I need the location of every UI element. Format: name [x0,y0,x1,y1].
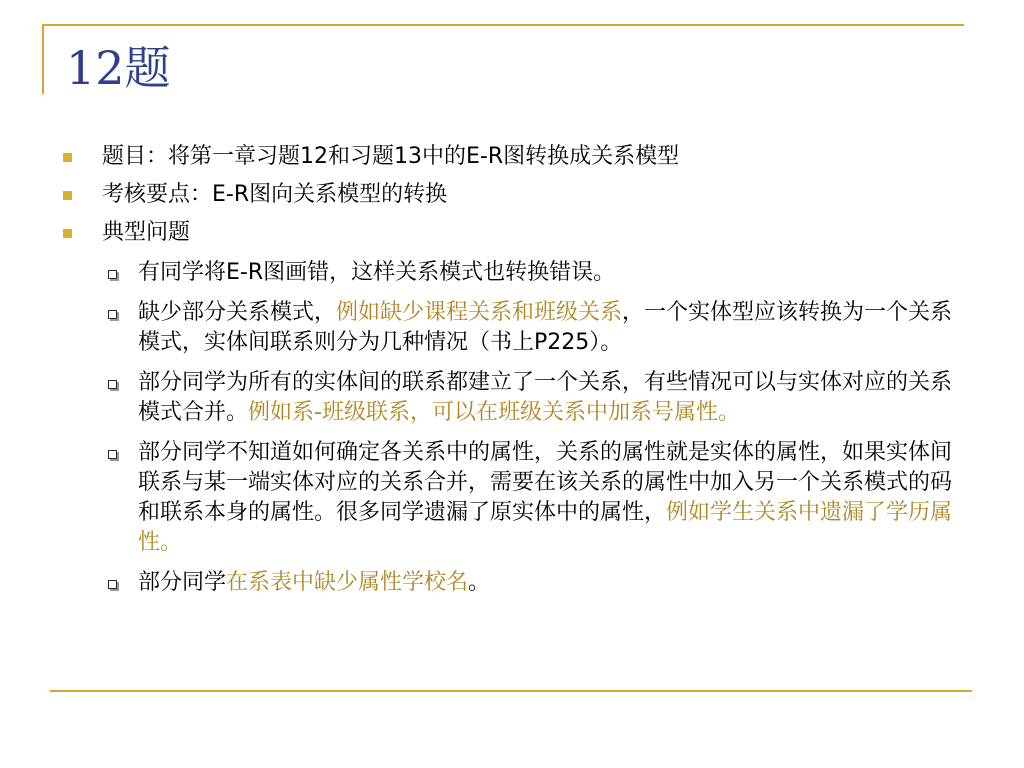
slide-body [62,138,967,608]
bullet-item [62,176,967,214]
sub-bullet-item [62,258,967,288]
sub-bullet-item [62,298,967,358]
square-bullet-icon [63,229,72,238]
bullet-item [62,214,967,252]
sub-bullet-segment: 。 [468,570,491,595]
sub-bullet-segment: 部分同学为所有的实体间的联系都建立了一个关系，有些情况可以与实体对应的关系模式合并。 [138,370,953,425]
hollow-square-bullet-icon [108,450,117,459]
hollow-square-bullet-icon [108,270,117,279]
sub-bullet-segment: 部分同学不知道如何确定各关系中的属性，关系的属性就是实体的属性，如果实体间联系与某一端实体对应的关系合并，需要在该关系的属性中加入另一个关系模式的码和联系本身的属性。很多同学遗漏了原实体中的属性， [138,440,953,525]
sub-bullet-text [138,258,967,288]
sub-bullet-segment: 有同学将E-R图画错，这样关系模式也转换错误。 [138,260,616,285]
sub-bullet-item [62,568,967,598]
hollow-square-bullet-icon [108,380,117,389]
sub-bullet-segment: ，一个实体型应该转换为一个关系模式，实体间联系则分为几种情况（书上P225）。 [138,300,953,355]
highlighted-example: 例如系-班级联系，可以在班级关系中加系号属性。 [248,400,740,425]
square-bullet-icon [63,191,72,200]
sub-bullet-item [62,438,967,558]
bullet-text: 考核要点：E-R图向关系模型的转换 [102,182,448,207]
sub-bullet-text [138,368,967,428]
bottom-divider [50,690,972,692]
sub-bullet-text [138,568,967,598]
bullet-text: 题目：将第一章习题12和习题13中的E-R图转换成关系模型 [102,144,680,169]
sub-bullet-text [138,298,967,358]
hollow-square-bullet-icon [108,580,117,589]
sub-bullet-text [138,438,967,558]
sub-bullet-item [62,368,967,428]
slide-title: 12题 [66,41,171,95]
bullet-item [62,138,967,176]
top-divider [42,24,964,26]
highlighted-example: 例如学生关系中遗漏了学历属性。 [138,500,953,555]
highlighted-example: 在系表中缺少属性学校名 [226,570,469,595]
sub-bullet-segment: 缺少部分关系模式， [138,300,337,325]
bullet-text: 典型问题 [102,220,191,245]
highlighted-example: 例如缺少课程关系和班级关系 [336,300,623,325]
left-divider [42,24,44,94]
hollow-square-bullet-icon [108,310,117,319]
sub-bullet-segment: 部分同学 [138,570,227,595]
square-bullet-icon [63,153,72,162]
